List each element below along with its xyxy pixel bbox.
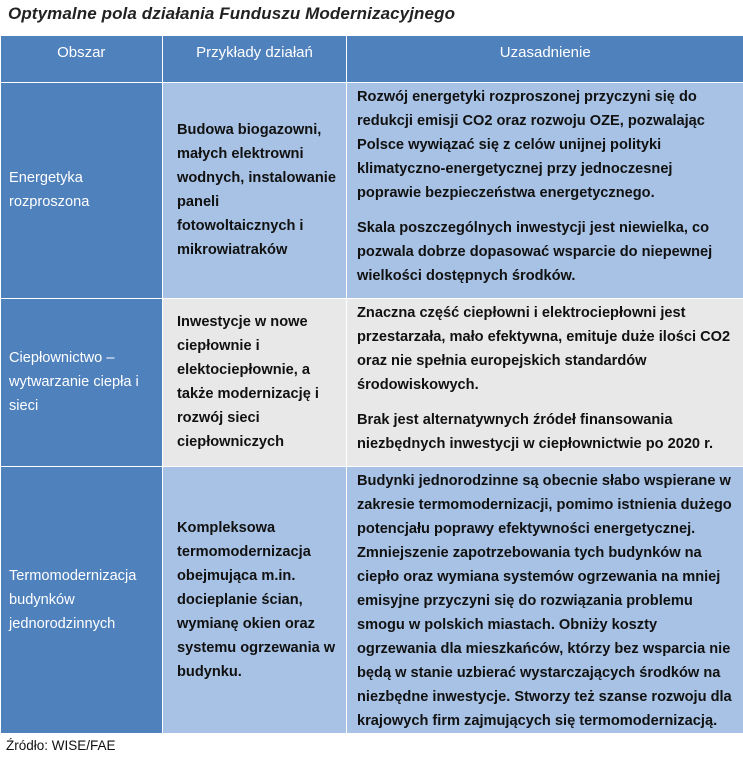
area-cell: Energetyka rozproszona: [1, 82, 163, 298]
table-header-row: [1, 36, 743, 82]
justification-paragraph: Znaczna część ciepłowni i elektrociepłowni jest przestarzała, mało efektywna, emituje duże ilości CO2 oraz nie spełnia europejskich standardów środowiskowych.: [357, 304, 731, 393]
document-title: Optymalne pola działania Funduszu Modernizacyjnego: [8, 4, 456, 23]
area-cell: Termomodernizacja budynków jednorodzinnych: [1, 466, 163, 733]
area-cell: Ciepłownictwo – wytwarzanie ciepła i sieci: [1, 298, 163, 466]
justification-cell: [347, 298, 743, 466]
header-examples: Przykłady działań: [163, 36, 347, 82]
justification-paragraph: Skala poszczególnych inwestycji jest niewielka, co pozwala dobrze dopasować wsparcie do niepewnej wielkości dostępnych środków.: [357, 219, 713, 284]
header-area: Obszar: [1, 36, 163, 82]
source-note: Źródło: WISE/FAE: [6, 738, 116, 753]
justification-cell: [347, 466, 743, 733]
justification-paragraph: Budynki jednorodzinne są obecnie słabo wspierane w zakresie termomodernizacji, pomimo istnienia dużego potencjału poprawy efektywności energetycznej. Zmniejszenie zapotrzebowania tych budynków na ciepło oraz wymiana systemów ogrzewania na mniej emisyjne przyczyni się do rozwiązania problemu smogu w polskich miastach. Obniży koszty ogrzewania dla mieszkańców, którzy bez wsparcia nie będą w stanie uzbierać wystarczających środków na niezbędne inwestycje. Stworzy też szanse rozwoju dla krajowych firm zajmujących się termomodernizacją.: [357, 472, 732, 729]
examples-cell: Budowa biogazowni, małych elektrowni wodnych, instalowanie paneli fotowoltaicznych i mikrowiatraków: [163, 82, 347, 298]
justification-paragraph: Rozwój energetyki rozproszonej przyczyni się do redukcji emisji CO2 oraz rozwoju OZE, pozwalając Polsce wywiązać się z celów unijnej polityki klimatyczno-energetycznej przy jednoczesnej poprawie bezpieczeństwa energetycznego.: [357, 88, 705, 201]
justification-paragraph: Brak jest alternatywnych źródeł finansowania niezbędnych inwestycji w ciepłownictwie po 2020 r.: [357, 411, 714, 452]
examples-cell: Inwestycje w nowe ciepłownie i elektociepłownie, a także modernizację i rozwój sieci ciepłowniczych: [163, 298, 347, 466]
examples-cell: Kompleksowa termomodernizacja obejmująca m.in. docieplanie ścian, wymianę okien oraz systemu ogrzewania w budynku.: [163, 466, 347, 733]
table-row: [1, 298, 743, 466]
header-justification: Uzasadnienie: [347, 36, 743, 82]
modernization-fund-table: [0, 36, 743, 734]
table-row: [1, 82, 743, 298]
justification-cell: [347, 82, 743, 298]
table-row: [1, 466, 743, 733]
